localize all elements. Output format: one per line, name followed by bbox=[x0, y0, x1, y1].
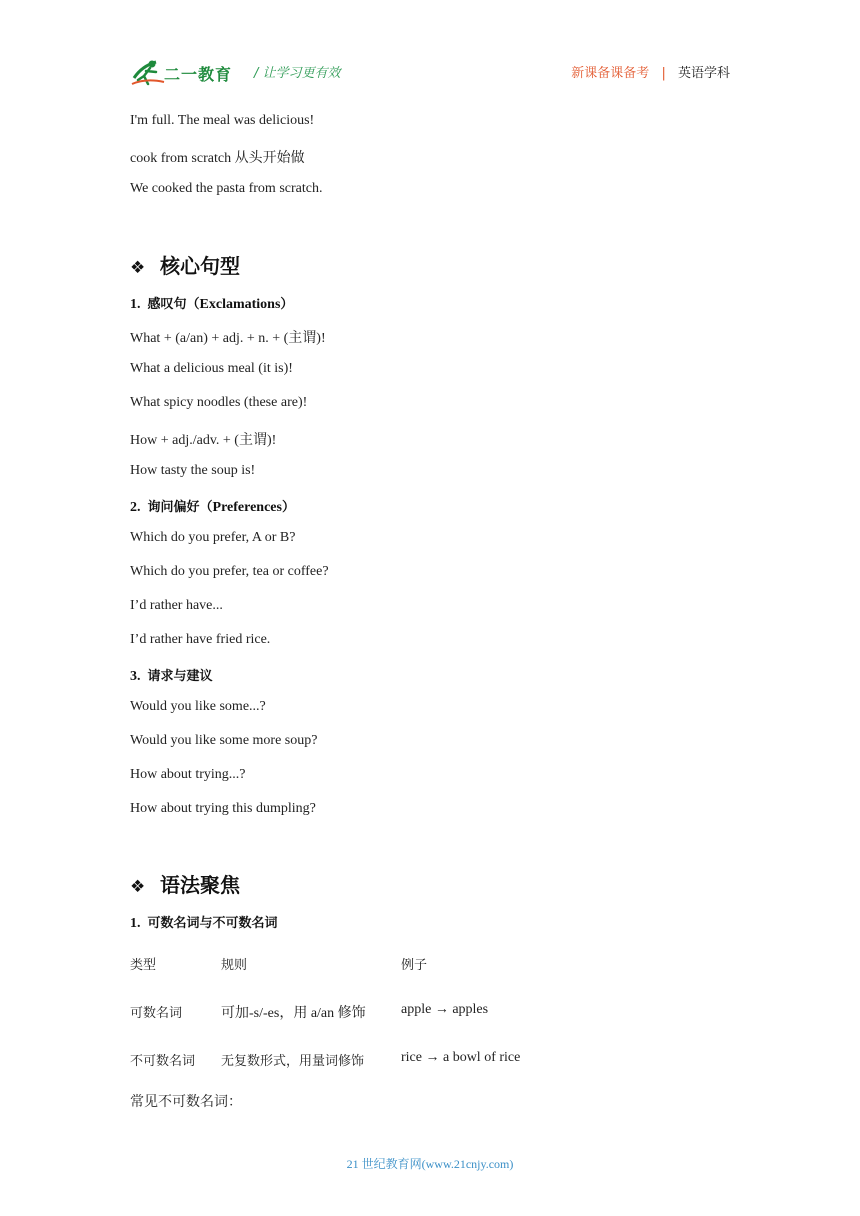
section-title-text: 核心句型 bbox=[160, 254, 240, 278]
subheading-en: Exclamations bbox=[199, 297, 281, 312]
sentence-line: What spicy noodles (these are)! bbox=[130, 395, 308, 410]
section-title-text: 语法聚焦 bbox=[160, 873, 240, 897]
table-cell: 可数名词 bbox=[130, 1006, 183, 1021]
page-header bbox=[130, 56, 730, 92]
page-footer: 21 世纪教育网(www.21cnjy.com) bbox=[346, 1157, 514, 1171]
table-header-rule: 规则 bbox=[221, 958, 248, 973]
subheading-end: ） bbox=[280, 297, 294, 312]
logo bbox=[130, 56, 240, 90]
sentence-line: How about trying this dumpling? bbox=[130, 801, 316, 816]
subheading-number: 3. bbox=[130, 669, 141, 684]
sentence-line: How + adj./adv. + (主谓)! bbox=[130, 433, 277, 448]
table-cell: apple → apples bbox=[401, 1002, 489, 1017]
diamond-bullet-icon: ❖ bbox=[130, 877, 146, 897]
sentence-line: What + (a/an) + adj. + n. + (主谓)! bbox=[130, 331, 326, 346]
sentence-line: I’d rather have... bbox=[130, 598, 223, 613]
table-cell: rice → a bowl of rice bbox=[401, 1050, 521, 1065]
subheading-number: 1. bbox=[130, 916, 141, 931]
sentence-line: What a delicious meal (it is)! bbox=[130, 361, 293, 376]
sentence-line: How about trying...? bbox=[130, 767, 246, 782]
subheading-number: 2. bbox=[130, 500, 141, 515]
table-cell: 不可数名词 bbox=[130, 1054, 196, 1069]
runner-logo-icon bbox=[130, 56, 166, 90]
subheading-preferences bbox=[130, 496, 295, 516]
header-separator: | bbox=[661, 66, 666, 81]
slogan: / 让学习更有效 bbox=[254, 66, 341, 81]
subheading-end: ） bbox=[281, 500, 295, 515]
subheading-exclamations bbox=[130, 293, 293, 313]
header-subject bbox=[571, 62, 730, 81]
subheading-cn: 感叹句（ bbox=[147, 297, 200, 312]
uncountable-note: 常见不可数名词： bbox=[130, 1094, 242, 1110]
intro-line-2: cook from scratch 从头开始做 bbox=[130, 151, 305, 166]
sentence-line: Would you like some more soup? bbox=[130, 733, 318, 748]
sentence-line: How tasty the soup is! bbox=[130, 463, 256, 478]
sentence-line: Which do you prefer, tea or coffee? bbox=[130, 564, 329, 579]
section-title-core-sentences bbox=[130, 250, 240, 279]
section-title-grammar bbox=[130, 869, 240, 898]
header-course-label: 新课备课备考 bbox=[571, 66, 650, 81]
subheading-en: Preferences bbox=[212, 500, 282, 515]
sentence-line: I’d rather have fried rice. bbox=[130, 632, 271, 647]
subheading-requests bbox=[130, 665, 213, 685]
subheading-cn: 可数名词与不可数名词 bbox=[147, 916, 278, 931]
table-header-example: 例子 bbox=[401, 958, 428, 973]
table-header-type: 类型 bbox=[130, 958, 157, 973]
subheading-cn: 请求与建议 bbox=[147, 669, 213, 684]
table-cell: 无复数形式，用量词修饰 bbox=[221, 1054, 365, 1069]
sentence-line: Would you like some...? bbox=[130, 699, 266, 714]
subheading-cn: 询问偏好（ bbox=[147, 500, 213, 515]
diamond-bullet-icon: ❖ bbox=[130, 258, 146, 278]
sentence-line: Which do you prefer, A or B? bbox=[130, 530, 296, 545]
subheading-nouns bbox=[130, 912, 278, 932]
subheading-number: 1. bbox=[130, 297, 141, 312]
header-subject-label: 英语学科 bbox=[677, 66, 730, 81]
intro-line-3: We cooked the pasta from scratch. bbox=[130, 181, 323, 196]
logo-text: 二一教育 bbox=[164, 65, 233, 84]
table-cell: 可加-s/-es，用 a/an 修饰 bbox=[221, 1006, 366, 1021]
intro-line-1: I'm full. The meal was delicious! bbox=[130, 113, 315, 128]
